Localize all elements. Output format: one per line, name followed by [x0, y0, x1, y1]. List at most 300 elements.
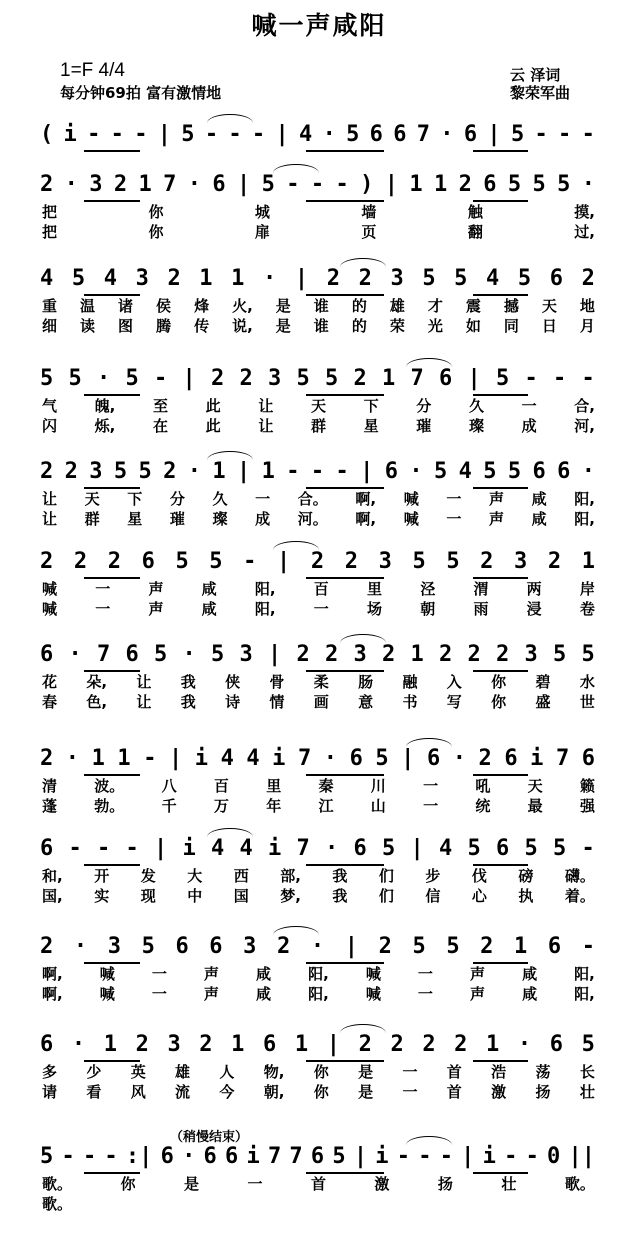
lyric-syllable: 阳, [574, 985, 595, 1003]
lyric-syllable: 分 [416, 397, 432, 415]
lyric-syllable: 水 [579, 673, 595, 691]
note: 3 [239, 642, 253, 667]
lyric-verse-2 [40, 509, 595, 529]
note: 3 [268, 366, 282, 391]
note: 4 [486, 266, 500, 291]
lyric-syllable: 翻 [467, 223, 483, 241]
lyric-syllable: 月 [579, 317, 595, 335]
lyric-syllable: 天 [541, 297, 557, 315]
note: - [335, 459, 349, 484]
lyric-syllable: 步 [425, 867, 441, 885]
lyric-syllable: 两 [526, 580, 542, 598]
note: i [482, 1144, 496, 1169]
lyric-syllable: 我 [180, 673, 196, 691]
lyric-syllable: 一 [95, 580, 111, 598]
note: 2 [296, 642, 310, 667]
barline: | [344, 934, 358, 959]
note: 5 [332, 1144, 346, 1169]
lyric-syllable: 里 [367, 580, 383, 598]
note: 3 [524, 642, 538, 667]
note: 2 [496, 642, 510, 667]
lyric-syllable: 闪 [42, 417, 58, 435]
slur-mark [273, 541, 319, 550]
note: 6 [310, 1144, 325, 1169]
score-system [40, 832, 595, 906]
note: 6 [160, 1144, 174, 1169]
lyric-verse-1 [40, 202, 595, 222]
lyric-syllable: 声 [203, 985, 219, 1003]
note: 1 [514, 934, 528, 959]
lyric-syllable: 触 [467, 203, 483, 221]
note: · [187, 172, 201, 197]
note: 5 [375, 746, 389, 771]
note: 4 [458, 459, 472, 484]
note: 7 [416, 122, 430, 147]
note: - [524, 366, 538, 391]
lyric-verse-2 [40, 692, 595, 712]
note: i [268, 836, 282, 861]
lyric-syllable: 阳, [254, 600, 276, 618]
note: · [409, 459, 423, 484]
lyric-syllable: 声 [470, 965, 486, 983]
lyric-syllable: 烽 [194, 297, 210, 315]
note-row [40, 638, 595, 672]
barline: | [353, 1144, 368, 1169]
lyric-syllable: 喊 [365, 965, 381, 983]
note: 4 [246, 746, 260, 771]
lyric-syllable: 是 [358, 1063, 374, 1081]
note: - [61, 1144, 75, 1169]
note-row [40, 832, 595, 866]
note: · [71, 1032, 86, 1057]
lyric-syllable: 一 [402, 1063, 418, 1081]
note: 5 [483, 459, 497, 484]
note: 6 [225, 1144, 239, 1169]
note: 2 [326, 266, 340, 291]
note: 5 [507, 459, 522, 484]
lyric-syllable: 一 [423, 797, 439, 815]
lyric-verse-1 [40, 296, 595, 316]
lyric-syllable: 天 [527, 777, 543, 795]
lyric-syllable: 下 [363, 397, 379, 415]
note: - [418, 1144, 432, 1169]
note: 2 [344, 549, 358, 574]
lyric-verse-1 [40, 776, 595, 796]
lyric-syllable: 一 [423, 777, 439, 795]
note-row [40, 362, 595, 396]
note: 2 [73, 549, 88, 574]
lyric-syllable: 看 [86, 1083, 102, 1101]
note: - [204, 122, 219, 147]
barline: | [467, 366, 481, 391]
lyric-syllable: 骨 [269, 673, 285, 691]
lyric-syllable: 百 [313, 580, 329, 598]
note: - [68, 836, 82, 861]
note: - [525, 1144, 539, 1169]
note: - [87, 122, 101, 147]
lyric-verse-2 [40, 1194, 595, 1214]
lyric-syllable: 扬 [437, 1175, 453, 1193]
note: - [310, 172, 325, 197]
song-title: 喊一声咸阳 [251, 11, 387, 40]
note: 1 [382, 366, 396, 391]
lyric-syllable: 一 [402, 1083, 418, 1101]
lyric-syllable: 画 [313, 693, 329, 711]
lyric-syllable: 咸 [201, 580, 217, 598]
note: 3 [353, 642, 367, 667]
note: i [375, 1144, 389, 1169]
note: 7 [410, 366, 424, 391]
note: 2 [422, 1032, 436, 1057]
note: 5 [510, 122, 525, 147]
lyric-syllable: 页 [361, 223, 377, 241]
note: 6 [549, 266, 563, 291]
lyric-syllable: 璨 [212, 510, 228, 528]
note: 2 [480, 549, 494, 574]
lyric-verse-2 [40, 222, 595, 242]
barline: | [401, 746, 415, 771]
lyric-syllable: 今 [219, 1083, 235, 1101]
note: 6 [209, 934, 223, 959]
score-system [40, 455, 595, 529]
lyric-verse-2 [40, 984, 595, 1004]
note: 6 [175, 934, 189, 959]
note: 1 [138, 172, 152, 197]
note: - [286, 459, 300, 484]
lyric-syllable: 西 [233, 867, 249, 885]
lyric-syllable: 同 [503, 317, 519, 335]
lyric-syllable: 咸 [531, 510, 547, 528]
note: 6 [393, 122, 407, 147]
lyric-syllable: 天 [84, 490, 100, 508]
lyric-syllable: 气 [42, 397, 58, 415]
lyric-syllable: 天 [310, 397, 326, 415]
note: · [65, 746, 80, 771]
lyric-syllable: 诸 [118, 297, 134, 315]
lyric-syllable: 八 [161, 777, 177, 795]
barline: | [157, 122, 171, 147]
note: 1 [486, 1032, 500, 1057]
lyric-syllable: 磅 [518, 867, 534, 885]
slur-mark [207, 451, 253, 460]
note: 1 [581, 549, 595, 574]
lyric-syllable: 一 [151, 965, 167, 983]
lyric-syllable: 意 [358, 693, 374, 711]
note: 2 [358, 1032, 372, 1057]
barline: | [275, 122, 289, 147]
note: 3 [243, 934, 257, 959]
note: 2 [199, 1032, 213, 1057]
lyric-syllable: 如 [465, 317, 481, 335]
lyric-syllable: 一 [417, 985, 433, 1003]
note: 2 [382, 642, 396, 667]
note: 5 [138, 459, 152, 484]
lyric-syllable: 朝, [263, 1083, 285, 1101]
lyric-syllable: 啊, [355, 510, 377, 528]
lyric-syllable: 墙 [361, 203, 377, 221]
note: 2 [40, 746, 54, 771]
lyric-syllable: 魄, [94, 397, 116, 415]
note: 6 [384, 459, 398, 484]
lyric-syllable: 梦, [280, 887, 301, 905]
lyric-syllable: 你 [491, 673, 507, 691]
lyric-syllable: 咸 [522, 965, 538, 983]
note: 6 [349, 746, 363, 771]
note: 2 [478, 746, 492, 771]
note: 6 [426, 746, 441, 771]
barline: | [268, 642, 282, 667]
lyric-syllable: 侯 [156, 297, 172, 315]
lyric-syllable: 秦 [318, 777, 334, 795]
note: - [439, 1144, 453, 1169]
lyric-syllable: 们 [378, 887, 394, 905]
lyric-syllable: 着。 [564, 887, 595, 905]
lyric-syllable: 人 [219, 1063, 235, 1081]
lyric-syllable: 群 [310, 417, 326, 435]
note: 3 [135, 266, 149, 291]
lyric-syllable: 喊 [99, 985, 115, 1003]
lyric-syllable: 流 [175, 1083, 191, 1101]
lyric-syllable: 日 [541, 317, 557, 335]
note: · [581, 459, 595, 484]
lyric-syllable: 多 [42, 1063, 58, 1081]
lyric-syllable: 谁 [313, 297, 329, 315]
lyric-syllable: 卷 [579, 600, 595, 618]
note: 5 [113, 459, 128, 484]
lyric-syllable: 声 [203, 965, 219, 983]
note: 6 [557, 459, 571, 484]
lyric-syllable: 地 [579, 297, 595, 315]
lyric-syllable: 首 [446, 1083, 462, 1101]
lyric-syllable: 咸 [522, 985, 538, 1003]
barline: | [277, 549, 291, 574]
lyric-verse-1 [40, 964, 595, 984]
note: 2 [135, 1032, 149, 1057]
score-system [40, 545, 595, 619]
score-system [40, 168, 595, 242]
note: 5 [211, 642, 225, 667]
note: 5 [557, 172, 571, 197]
lyric-syllable: 首 [310, 1175, 326, 1193]
note: 1 [103, 1032, 117, 1057]
barline: | [326, 1032, 340, 1057]
score-system [40, 638, 595, 712]
lyric-syllable: 震 [465, 297, 481, 315]
note: 2 [163, 459, 177, 484]
note: - [251, 122, 266, 147]
note-row [40, 930, 595, 964]
lyric-syllable: 伐 [471, 867, 487, 885]
note: - [335, 172, 349, 197]
note: 3 [167, 1032, 181, 1057]
lyric-syllable: 实 [94, 887, 110, 905]
lyric-syllable: 一 [446, 510, 462, 528]
note: 6 [353, 836, 367, 861]
lyric-syllable: 泾 [420, 580, 436, 598]
note: - [581, 122, 595, 147]
note: - [581, 934, 595, 959]
note: 5 [209, 549, 223, 574]
lyric-syllable: 开 [94, 867, 110, 885]
lyric-syllable: 让 [136, 673, 152, 691]
note: - [310, 459, 325, 484]
note: - [581, 366, 595, 391]
lyric-syllable: 你 [148, 223, 164, 241]
note: 6 [547, 934, 562, 959]
lyric-syllable: 清 [42, 777, 58, 795]
lyric-syllable: 璀 [169, 510, 185, 528]
note: ) [360, 172, 374, 197]
beam-lines [40, 150, 595, 160]
lyric-syllable: 声 [488, 510, 504, 528]
note: 6 [263, 1032, 277, 1057]
lyric-syllable: 中 [187, 887, 203, 905]
note: 5 [181, 122, 195, 147]
barline: | [237, 172, 251, 197]
lyric-syllable: 的 [351, 297, 367, 315]
lyric-syllable: 万 [213, 797, 229, 815]
lyric-verse-1 [40, 1062, 595, 1082]
lyric-syllable: 盛 [535, 693, 551, 711]
note: · [187, 459, 201, 484]
note: 2 [211, 366, 225, 391]
lyric-syllable: 荡 [535, 1063, 551, 1081]
lyric-syllable: 现 [140, 887, 156, 905]
lyric-syllable: 摸, [574, 203, 595, 221]
note: 5 [524, 836, 538, 861]
barline: | [154, 836, 168, 861]
note: 5 [40, 1144, 54, 1169]
lyric-syllable: 是 [183, 1175, 199, 1193]
note: 2 [547, 549, 562, 574]
note: 5 [553, 836, 567, 861]
lyric-syllable: 一 [446, 490, 462, 508]
barline: | [168, 746, 183, 771]
lyric-syllable: 朝 [420, 600, 436, 618]
lyric-syllable: 让 [136, 693, 152, 711]
lyric-syllable: 至 [153, 397, 169, 415]
slur-mark [406, 738, 452, 747]
lyric-syllable: 咸 [531, 490, 547, 508]
note: 6 [40, 1032, 54, 1057]
note: 2 [439, 642, 453, 667]
lyric-syllable: 喊 [365, 985, 381, 1003]
lyric-syllable: 首 [446, 1063, 462, 1081]
lyric-syllable: 图 [118, 317, 134, 335]
lyric-syllable: 长 [579, 1063, 595, 1081]
note: i [530, 746, 544, 771]
note: 1 [261, 459, 275, 484]
lyric-syllable: 喊 [403, 510, 419, 528]
lyric-syllable: 星 [127, 510, 143, 528]
note: - [243, 549, 257, 574]
lyric-syllable: 腾 [156, 317, 172, 335]
lyric-syllable: 扉 [254, 223, 270, 241]
score-system [40, 362, 595, 436]
lyric-syllable: 山 [370, 797, 386, 815]
note: 5 [467, 836, 481, 861]
score-system [40, 930, 595, 1004]
lyric-verse-2 [40, 416, 595, 436]
lyric-syllable: 细 [42, 317, 58, 335]
note: 5 [532, 172, 546, 197]
note: 5 [175, 549, 189, 574]
note: - [134, 122, 148, 147]
lyric-syllable: 入 [446, 673, 462, 691]
slur-mark [406, 1136, 452, 1145]
note: - [97, 836, 111, 861]
note: 2 [480, 934, 494, 959]
note: - [104, 1144, 118, 1169]
lyric-syllable: 在 [153, 417, 169, 435]
note: 2 [113, 172, 128, 197]
slur-mark [273, 926, 319, 935]
lyric-syllable: 阳, [574, 510, 595, 528]
slur-mark [207, 828, 253, 837]
note: - [82, 1144, 97, 1169]
note: 6 [504, 746, 518, 771]
note: - [553, 366, 567, 391]
note: 2 [40, 459, 54, 484]
note: 5 [454, 266, 468, 291]
lyric-syllable: 朵, [86, 673, 108, 691]
lyric-syllable: 江 [318, 797, 334, 815]
lyric-syllable: 谁 [313, 317, 329, 335]
note: · [310, 934, 325, 959]
lyric-syllable: 执 [518, 887, 534, 905]
score-system [40, 1140, 595, 1214]
lyric-syllable: 啊, [42, 965, 63, 983]
note: 2 [467, 642, 481, 667]
note: 7 [555, 746, 570, 771]
note: - [154, 366, 168, 391]
lyric-syllable: 啊, [355, 490, 377, 508]
lyric-syllable: 重 [42, 297, 58, 315]
lyric-verse-2 [40, 886, 595, 906]
note-row [40, 262, 595, 296]
lyric-syllable: 让 [42, 510, 58, 528]
note: 6 [532, 459, 546, 484]
note: 1 [91, 746, 105, 771]
note-row [40, 545, 595, 579]
lyric-syllable: 侠 [225, 673, 241, 691]
note: 5 [434, 459, 448, 484]
lyric-syllable: 阳, [254, 580, 276, 598]
lyric-syllable: 喊 [403, 490, 419, 508]
lyric-syllable: 肠 [358, 673, 374, 691]
lyric-syllable: 此 [205, 397, 221, 415]
note: 7 [267, 1144, 282, 1169]
lyric-syllable: 壮 [501, 1175, 517, 1193]
lyric-syllable: 川 [370, 777, 386, 795]
lyric-syllable: 读 [80, 317, 96, 335]
score-system [40, 1028, 595, 1102]
lyric-verse-1 [40, 1174, 595, 1194]
note: 6 [581, 746, 595, 771]
note: · [452, 746, 466, 771]
note: 7 [163, 172, 177, 197]
note: i [272, 746, 286, 771]
note: 7 [97, 642, 111, 667]
lyric-syllable: 过, [574, 223, 595, 241]
lyric-syllable: 此 [205, 417, 221, 435]
lyric-syllable: 把 [42, 223, 58, 241]
lyric-syllable: 让 [258, 417, 274, 435]
note: 6 [212, 172, 226, 197]
lyric-syllable: 英 [130, 1063, 146, 1081]
lyric-verse-1 [40, 489, 595, 509]
lyric-syllable: 吼 [475, 777, 491, 795]
